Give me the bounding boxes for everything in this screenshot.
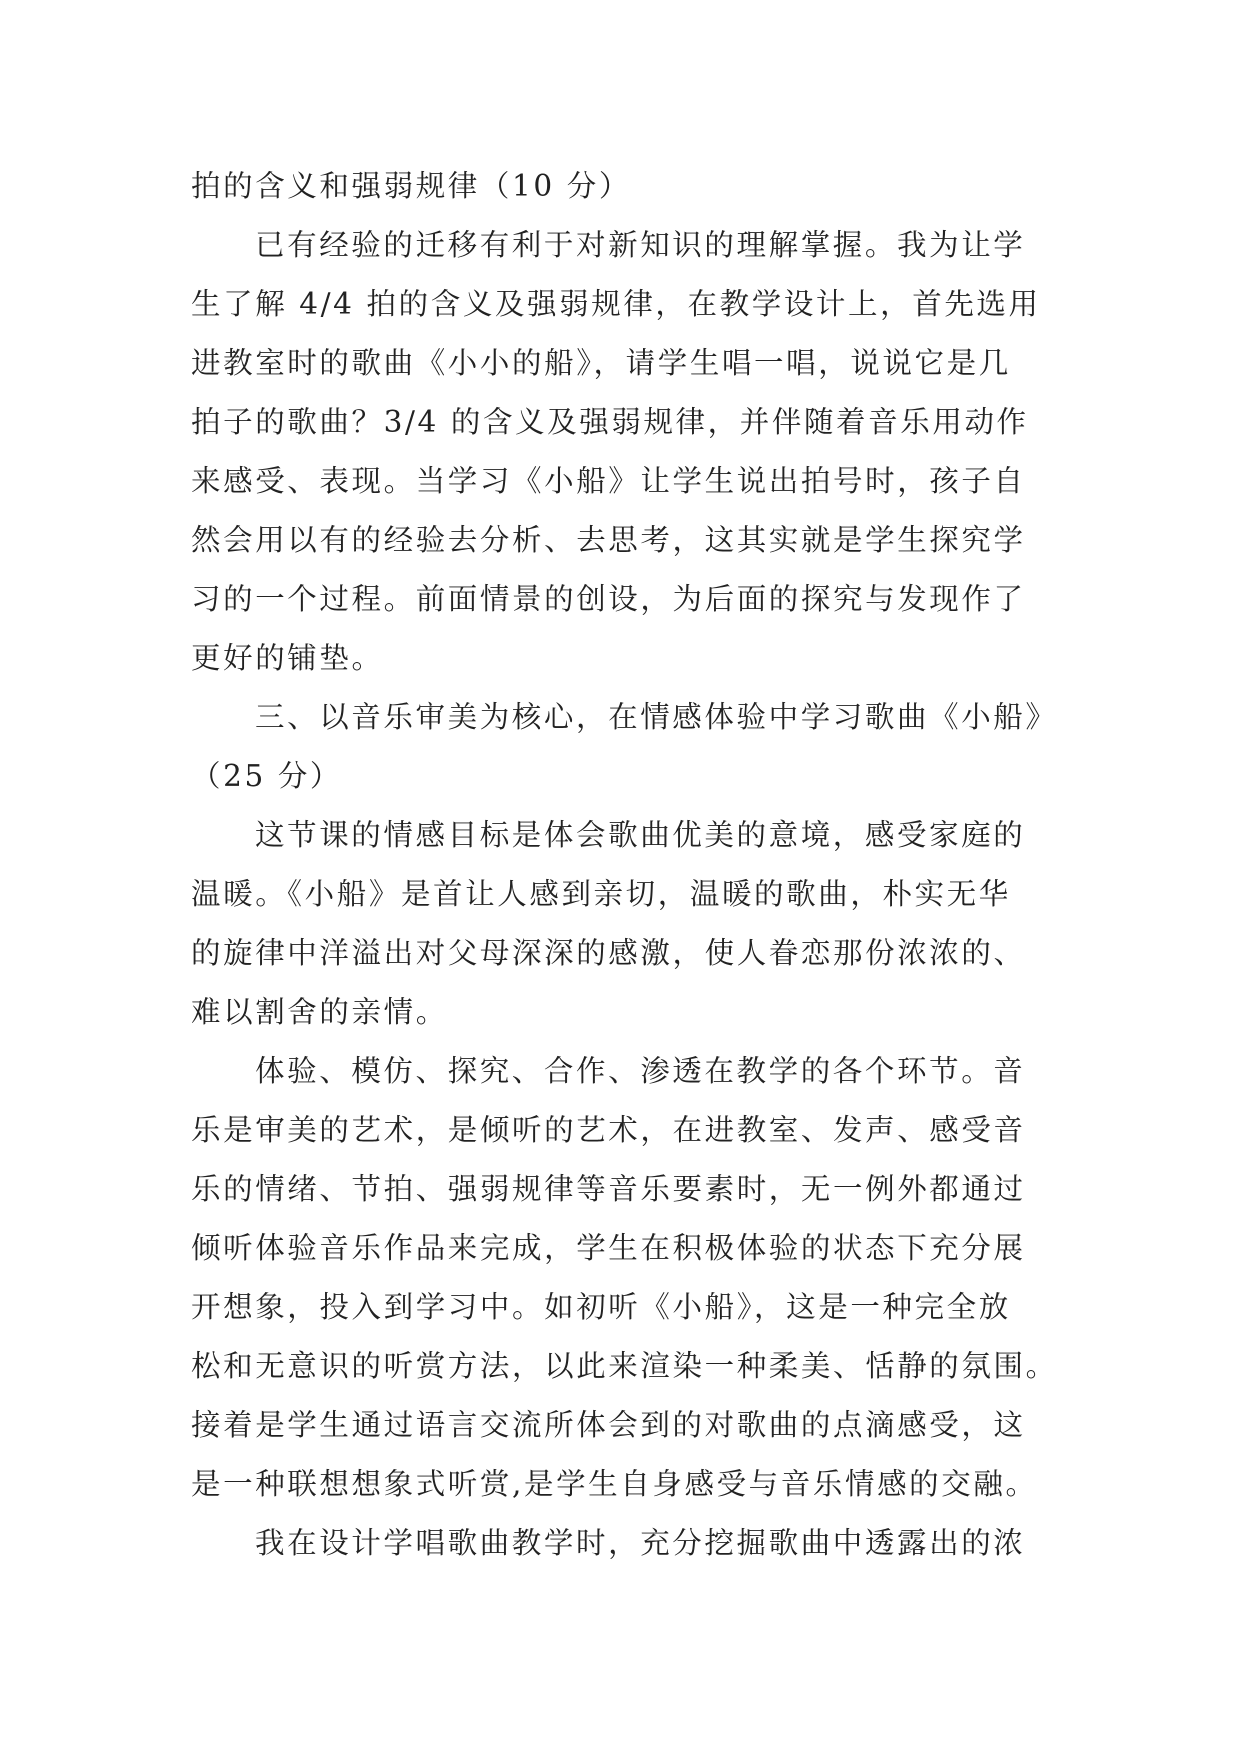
- text-line: 习的一个过程。前面情景的创设，为后面的探究与发现作了: [191, 582, 1026, 616]
- text-line: 这节课的情感目标是体会歌曲优美的意境，感受家庭的: [255, 818, 1026, 852]
- text-line: 生了解 4/4 拍的含义及强弱规律，在教学设计上，首先选用: [191, 287, 1041, 321]
- text-line: 体验、模仿、探究、合作、渗透在教学的各个环节。音: [255, 1054, 1026, 1088]
- text-line: 难以割舍的亲情。: [191, 995, 448, 1029]
- section-heading-score: （25 分）: [191, 759, 343, 793]
- text-line: 来感受、表现。当学习《小船》让学生说出拍号时，孩子自: [191, 464, 1026, 498]
- text-line: 然会用以有的经验去分析、去思考，这其实就是学生探究学: [191, 523, 1026, 557]
- text-line: 是一种联想想象式听赏,是学生自身感受与音乐情感的交融。: [191, 1467, 1038, 1501]
- text-line: 更好的铺垫。: [191, 641, 384, 675]
- text-line: 乐的情绪、节拍、强弱规律等音乐要素时，无一例外都通过: [191, 1172, 1026, 1206]
- text-line: 已有经验的迁移有利于对新知识的理解掌握。我为让学: [255, 228, 1026, 262]
- section-heading: 三、以音乐审美为核心，在情感体验中学习歌曲《小船》: [255, 700, 1058, 734]
- text-line: 松和无意识的听赏方法，以此来渲染一种柔美、恬静的氛围。: [191, 1349, 1058, 1383]
- text-line: 温暖。《小船》是首让人感到亲切，温暖的歌曲，朴实无华: [191, 877, 1011, 911]
- text-line: 拍子的歌曲？3/4 的含义及强弱规律，并伴随着音乐用动作: [191, 405, 1029, 439]
- text-line: 拍的含义和强弱规律（10 分）: [191, 169, 631, 203]
- body-text: [191, 157, 1061, 1573]
- text-line: 倾听体验音乐作品来完成，学生在积极体验的状态下充分展: [191, 1231, 1026, 1265]
- text-line: 进教室时的歌曲《小小的船》，请学生唱一唱，说说它是几: [191, 346, 1011, 380]
- text-line: 我在设计学唱歌曲教学时，充分挖掘歌曲中透露出的浓: [255, 1526, 1026, 1560]
- text-line: 的旋律中洋溢出对父母深深的感激，使人眷恋那份浓浓的、: [191, 936, 1026, 970]
- text-line: 接着是学生通过语言交流所体会到的对歌曲的点滴感受，这: [191, 1408, 1026, 1442]
- text-line: 开想象，投入到学习中。如初听《小船》，这是一种完全放: [191, 1290, 1011, 1324]
- text-line: 乐是审美的艺术，是倾听的艺术，在进教室、发声、感受音: [191, 1113, 1026, 1147]
